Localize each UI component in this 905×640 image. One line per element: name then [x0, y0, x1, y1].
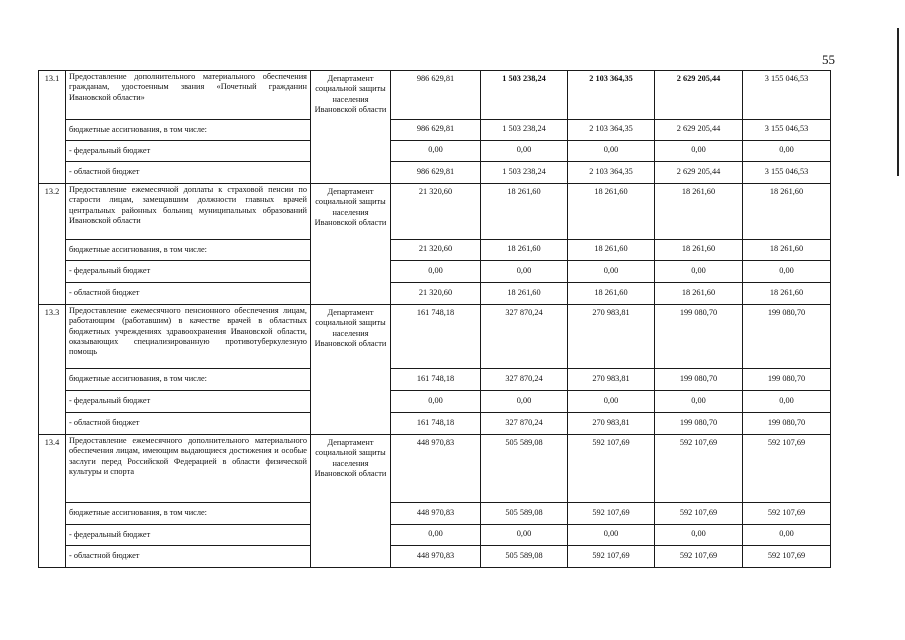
- section-number: 13.2: [39, 184, 66, 305]
- section-row: [39, 305, 831, 369]
- value-cell: 0,00: [743, 525, 831, 546]
- budget-subrow: [39, 141, 831, 162]
- value-cell: 0,00: [655, 261, 743, 283]
- value-cell: 18 261,60: [655, 283, 743, 305]
- budget-label: - областной бюджет: [66, 413, 311, 435]
- value-cell: 986 629,81: [391, 162, 481, 184]
- value-cell: 18 261,60: [743, 283, 831, 305]
- value-cell: 448 970,83: [391, 435, 481, 503]
- value-cell: 0,00: [655, 391, 743, 413]
- value-cell: 18 261,60: [743, 184, 831, 240]
- budget-label: - федеральный бюджет: [66, 261, 311, 283]
- value-cell: 448 970,83: [391, 503, 481, 525]
- value-cell: 592 107,69: [568, 503, 655, 525]
- value-cell: 0,00: [743, 261, 831, 283]
- section-row: [39, 71, 831, 120]
- budget-label: - областной бюджет: [66, 283, 311, 305]
- budget-subrow: [39, 261, 831, 283]
- value-cell: 270 983,81: [568, 305, 655, 369]
- budget-subrow: [39, 525, 831, 546]
- value-cell: 0,00: [481, 141, 568, 162]
- value-cell: 448 970,83: [391, 546, 481, 568]
- budget-label: бюджетные ассигнования, в том числе:: [66, 120, 311, 141]
- value-cell: 199 080,70: [655, 413, 743, 435]
- value-cell: 592 107,69: [568, 435, 655, 503]
- value-cell: 199 080,70: [743, 413, 831, 435]
- value-cell: 1 503 238,24: [481, 71, 568, 120]
- value-cell: 2 103 364,35: [568, 120, 655, 141]
- value-cell: 3 155 046,53: [743, 71, 831, 120]
- value-cell: 18 261,60: [568, 184, 655, 240]
- budget-label: бюджетные ассигнования, в том числе:: [66, 369, 311, 391]
- value-cell: 0,00: [743, 141, 831, 162]
- budget-subrow: [39, 369, 831, 391]
- value-cell: 0,00: [391, 391, 481, 413]
- value-cell: 592 107,69: [743, 435, 831, 503]
- value-cell: 0,00: [568, 525, 655, 546]
- value-cell: 0,00: [481, 525, 568, 546]
- value-cell: 3 155 046,53: [743, 162, 831, 184]
- value-cell: 505 589,08: [481, 435, 568, 503]
- value-cell: 592 107,69: [655, 503, 743, 525]
- value-cell: 199 080,70: [743, 305, 831, 369]
- value-cell: 18 261,60: [655, 184, 743, 240]
- budget-subrow: [39, 283, 831, 305]
- value-cell: 1 503 238,24: [481, 162, 568, 184]
- value-cell: 327 870,24: [481, 369, 568, 391]
- section-number: 13.4: [39, 435, 66, 568]
- value-cell: 18 261,60: [481, 283, 568, 305]
- department-cell: Департамент социальной защиты населения Ивановской области: [311, 435, 391, 568]
- value-cell: 986 629,81: [391, 120, 481, 141]
- budget-subrow: [39, 546, 831, 568]
- budget-table: [38, 70, 831, 568]
- budget-label: - федеральный бюджет: [66, 141, 311, 162]
- page-number: 55: [822, 52, 835, 67]
- section-number: 13.3: [39, 305, 66, 435]
- value-cell: 327 870,24: [481, 413, 568, 435]
- value-cell: 161 748,18: [391, 369, 481, 391]
- value-cell: 0,00: [568, 391, 655, 413]
- budget-label: - федеральный бюджет: [66, 391, 311, 413]
- budget-label: - федеральный бюджет: [66, 525, 311, 546]
- value-cell: 18 261,60: [655, 240, 743, 261]
- value-cell: 592 107,69: [568, 546, 655, 568]
- page-edge-line: [897, 28, 899, 176]
- value-cell: 21 320,60: [391, 283, 481, 305]
- value-cell: 21 320,60: [391, 240, 481, 261]
- value-cell: 199 080,70: [655, 305, 743, 369]
- section-row: [39, 184, 831, 240]
- value-cell: 21 320,60: [391, 184, 481, 240]
- budget-label: бюджетные ассигнования, в том числе:: [66, 240, 311, 261]
- budget-label: - областной бюджет: [66, 546, 311, 568]
- value-cell: 0,00: [655, 141, 743, 162]
- value-cell: 1 503 238,24: [481, 120, 568, 141]
- value-cell: 270 983,81: [568, 413, 655, 435]
- value-cell: 0,00: [568, 261, 655, 283]
- value-cell: 505 589,08: [481, 503, 568, 525]
- section-description: Предоставление ежемесячного пенсионного обеспечения лицам, работающим (работавшим) в качестве врачей в областных бюджетных учреждениях здравоохранения Ивановской области, оказывающих специализированную противотуберкулезную помощь: [66, 305, 311, 369]
- value-cell: 2 629 205,44: [655, 71, 743, 120]
- value-cell: 18 261,60: [481, 240, 568, 261]
- section-description: Предоставление ежемесячной доплаты к страховой пенсии по старости лицам, замещавшим должности главных врачей центральных районных больниц муниципальных образований Ивановской области: [66, 184, 311, 240]
- value-cell: 0,00: [391, 525, 481, 546]
- value-cell: 0,00: [481, 391, 568, 413]
- value-cell: 0,00: [655, 525, 743, 546]
- value-cell: 592 107,69: [743, 546, 831, 568]
- value-cell: 18 261,60: [568, 240, 655, 261]
- department-cell: Департамент социальной защиты населения Ивановской области: [311, 71, 391, 184]
- value-cell: 592 107,69: [655, 435, 743, 503]
- budget-subrow: [39, 240, 831, 261]
- section-description: Предоставление ежемесячного дополнительного материального обеспечения лицам, имеющим выдающиеся достижения и особые заслуги перед Российской Федерацией в области физической культуры и спорта: [66, 435, 311, 503]
- value-cell: 2 629 205,44: [655, 162, 743, 184]
- value-cell: 327 870,24: [481, 305, 568, 369]
- value-cell: 270 983,81: [568, 369, 655, 391]
- budget-subrow: [39, 162, 831, 184]
- department-cell: Департамент социальной защиты населения Ивановской области: [311, 184, 391, 305]
- value-cell: 0,00: [743, 391, 831, 413]
- value-cell: 986 629,81: [391, 71, 481, 120]
- budget-subrow: [39, 503, 831, 525]
- budget-label: - областной бюджет: [66, 162, 311, 184]
- budget-subrow: [39, 413, 831, 435]
- value-cell: 2 629 205,44: [655, 120, 743, 141]
- value-cell: 0,00: [391, 141, 481, 162]
- value-cell: 505 589,08: [481, 546, 568, 568]
- value-cell: 0,00: [391, 261, 481, 283]
- value-cell: 2 103 364,35: [568, 71, 655, 120]
- budget-subrow: [39, 120, 831, 141]
- value-cell: 199 080,70: [655, 369, 743, 391]
- value-cell: 0,00: [481, 261, 568, 283]
- value-cell: 0,00: [568, 141, 655, 162]
- value-cell: 2 103 364,35: [568, 162, 655, 184]
- section-row: [39, 435, 831, 503]
- value-cell: 3 155 046,53: [743, 120, 831, 141]
- value-cell: 18 261,60: [568, 283, 655, 305]
- budget-subrow: [39, 391, 831, 413]
- section-number: 13.1: [39, 71, 66, 184]
- department-cell: Департамент социальной защиты населения Ивановской области: [311, 305, 391, 435]
- value-cell: 199 080,70: [743, 369, 831, 391]
- value-cell: 592 107,69: [743, 503, 831, 525]
- section-description: Предоставление дополнительного материального обеспечения гражданам, удостоенным звания «Почетный гражданин Ивановской области»: [66, 71, 311, 120]
- value-cell: 161 748,18: [391, 305, 481, 369]
- value-cell: 592 107,69: [655, 546, 743, 568]
- value-cell: 18 261,60: [743, 240, 831, 261]
- value-cell: 161 748,18: [391, 413, 481, 435]
- value-cell: 18 261,60: [481, 184, 568, 240]
- budget-label: бюджетные ассигнования, в том числе:: [66, 503, 311, 525]
